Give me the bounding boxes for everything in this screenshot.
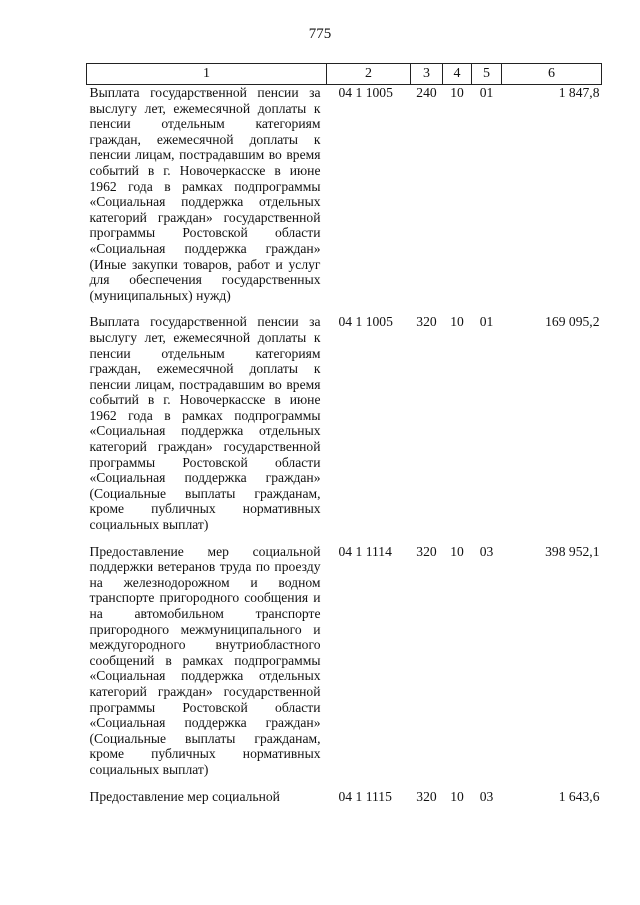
table-row: [87, 314, 602, 543]
row-description: Выплата государственной пенсии за выслугу лет, ежемесячной доплаты к пенсии отдельным категориям граждан, ежемесячной доплаты к пенсии лицам, пострадавшим во время событий в г. Новочеркасске в июне 1962 года в рамках подпрограммы «Социальная поддержка отдельных категорий граждан» государственной программы Ростовской области «Социальная поддержка граждан» (Иные закупки товаров, работ и услуг для обеспечения государственных (муниципальных) нужд): [89, 85, 321, 303]
column-header-3: 3: [411, 64, 443, 85]
row-amount: 398 952,1: [545, 543, 600, 559]
row-description: Предоставление мер социальной поддержки ветеранов труда по проезду на железнодорожном и водном транспорте пригородного сообщения и на автомобильном транспорте пригородного межмуниципального и междугородного внутриобластного сообщений в рамках подпрограммы «Социальная поддержка отдельных категорий граждан» государственной программы Ростовской области «Социальная поддержка граждан» (Социальные выплаты гражданам, кроме публичных нормативных социальных выплат): [89, 543, 321, 777]
header-row: [87, 64, 602, 85]
row-subsection: 01: [479, 85, 494, 100]
row-description: Предоставление мер социальной: [89, 788, 280, 804]
table-row: [87, 789, 602, 816]
table-body: [87, 85, 602, 816]
page-number: 775: [308, 26, 332, 42]
row-section: 10: [450, 543, 464, 559]
table-row: [87, 544, 602, 789]
row-code: 04 1 1005: [338, 85, 393, 100]
row-amount: 1 847,8: [558, 85, 600, 100]
column-header-4: 4: [443, 64, 472, 85]
table-header: [87, 64, 602, 85]
row-expense-type: 320: [416, 543, 437, 559]
row-section: 10: [450, 314, 464, 330]
row-amount: 1 643,6: [558, 788, 600, 804]
column-header-2: 2: [327, 64, 411, 85]
row-section: 10: [450, 85, 464, 100]
budget-table: [86, 63, 602, 815]
row-section: 10: [450, 788, 464, 804]
column-header-5: 5: [472, 64, 502, 85]
column-header-6: 6: [502, 64, 602, 85]
column-header-1: 1: [87, 64, 327, 85]
row-subsection: 03: [479, 543, 494, 559]
row-subsection: 03: [479, 788, 494, 804]
row-expense-type: 320: [416, 788, 437, 804]
row-expense-type: 240: [416, 85, 437, 100]
row-code: 04 1 1114: [338, 543, 392, 559]
row-expense-type: 320: [416, 314, 437, 330]
row-description: Выплата государственной пенсии за выслугу лет, ежемесячной доплаты к пенсии отдельным категориям граждан, ежемесячной доплаты к пенсии лицам, пострадавшим во время событий в г. Новочеркасске в июне 1962 года в рамках подпрограммы «Социальная поддержка отдельных категорий граждан» государственной программы Ростовской области «Социальная поддержка граждан» (Социальные выплаты гражданам, кроме публичных нормативных социальных выплат): [89, 314, 321, 533]
table-row: [87, 85, 602, 315]
row-amount: 169 095,2: [545, 314, 600, 330]
row-code: 04 1 1115: [338, 788, 392, 804]
row-code: 04 1 1005: [338, 314, 393, 330]
row-subsection: 01: [479, 314, 494, 330]
